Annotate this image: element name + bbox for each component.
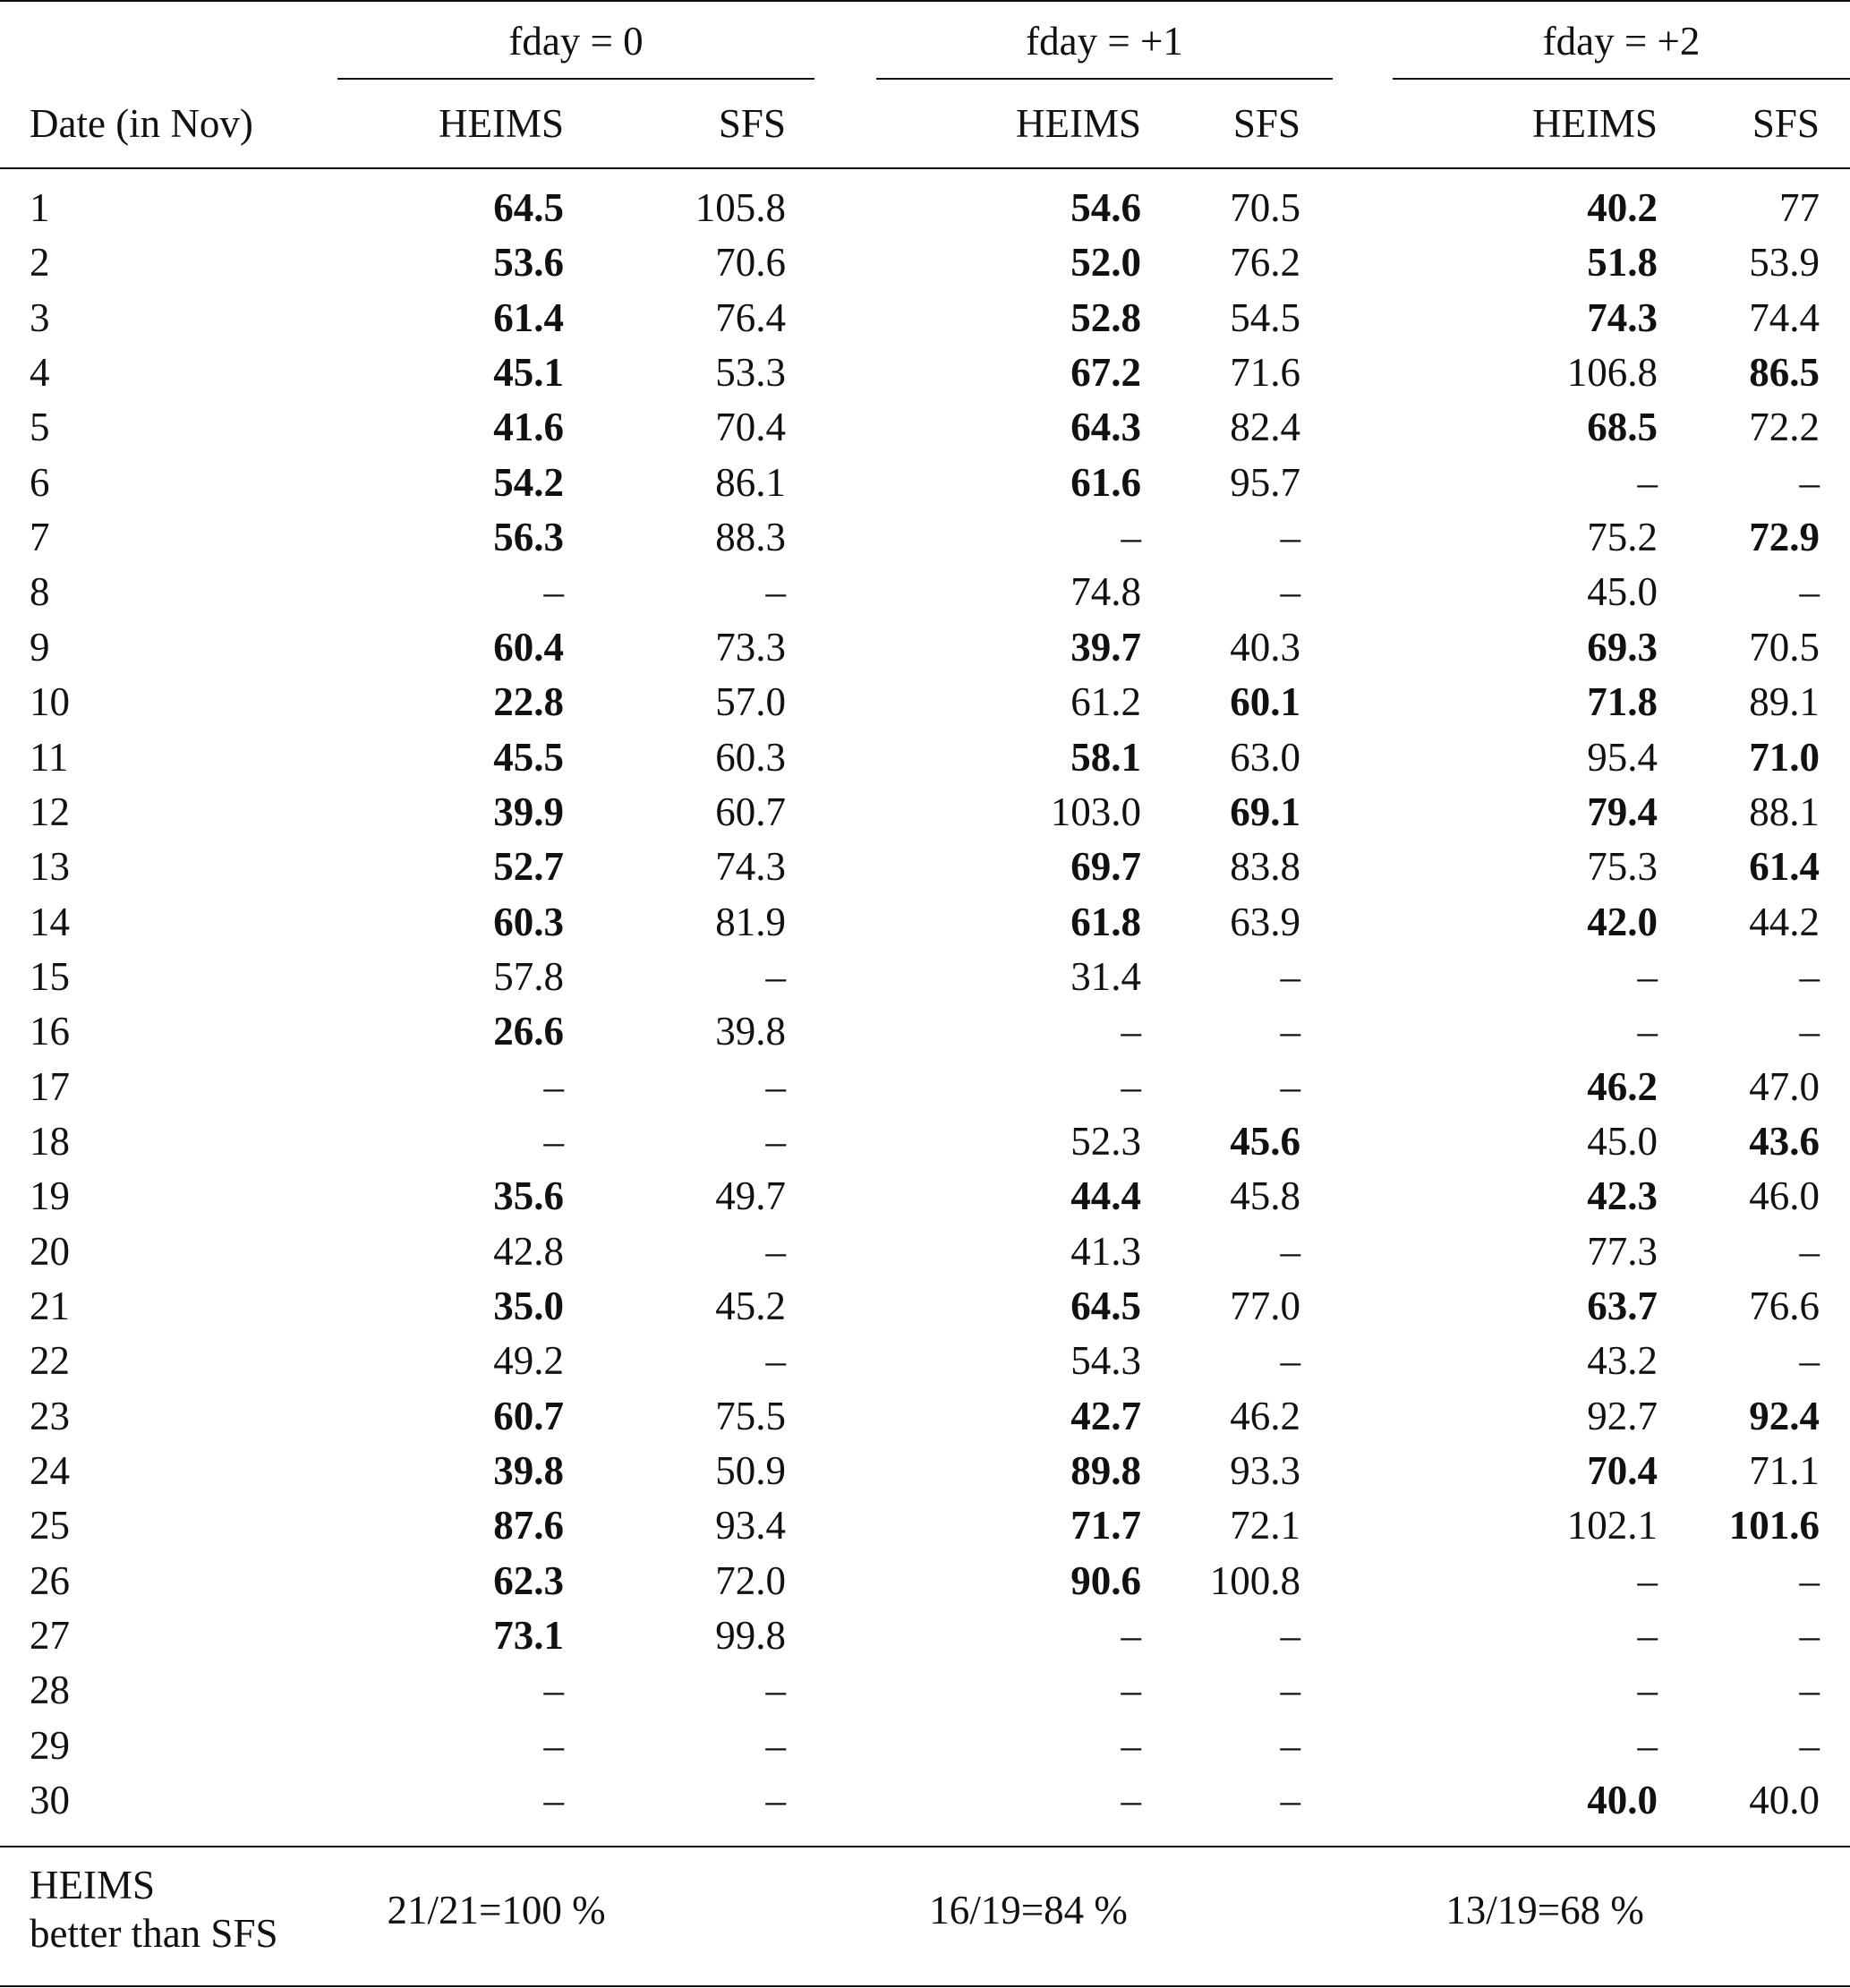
heims-fday-0-cell: 61.4: [493, 295, 564, 340]
heims-fday-plus-2-cell: 42.0: [1587, 900, 1658, 944]
top-rule: [0, 0, 1850, 2]
date-cell: 15: [30, 954, 70, 999]
sfs-fday-0-cell: 76.4: [715, 295, 786, 340]
heims-fday-plus-1-cell: 61.8: [1070, 900, 1141, 944]
sfs-fday-0-cell: 60.3: [715, 735, 786, 780]
heims-fday-0-cell: 53.6: [493, 240, 564, 285]
sfs-fday-plus-1-cell: 71.6: [1230, 350, 1300, 395]
sfs-fday-plus-2-cell: –: [1799, 954, 1820, 999]
date-cell: 27: [30, 1613, 70, 1658]
sfs-fday-0-cell: 81.9: [715, 900, 786, 944]
sfs-fday-plus-2-cell: –: [1799, 1229, 1820, 1274]
column-header-sfs-fday-0: SFS: [718, 101, 786, 146]
heims-fday-0-cell: 57.8: [493, 954, 564, 999]
sfs-fday-plus-1-cell: 93.3: [1230, 1448, 1300, 1493]
date-cell: 23: [30, 1394, 70, 1438]
heims-fday-plus-1-cell: 69.7: [1070, 844, 1141, 889]
date-cell: 20: [30, 1229, 70, 1274]
heims-fday-plus-1-cell: –: [1121, 1613, 1141, 1658]
heims-fday-0-cell: 35.0: [493, 1284, 564, 1328]
sfs-fday-plus-1-cell: 46.2: [1230, 1394, 1300, 1438]
date-cell: 5: [30, 405, 50, 449]
sfs-fday-0-cell: 70.4: [715, 405, 786, 449]
date-cell: 11: [30, 735, 69, 780]
sfs-fday-plus-1-cell: 95.7: [1230, 460, 1300, 505]
heims-fday-plus-1-cell: 41.3: [1070, 1229, 1141, 1274]
heims-fday-plus-1-cell: –: [1121, 1064, 1141, 1109]
heims-fday-plus-2-cell: 102.1: [1566, 1503, 1658, 1548]
heims-fday-plus-2-cell: 51.8: [1587, 240, 1658, 285]
sfs-fday-plus-2-cell: 72.2: [1749, 405, 1820, 449]
sfs-fday-0-cell: –: [765, 569, 786, 614]
column-header-heims-fday-plus-1: HEIMS: [1015, 101, 1141, 146]
heims-fday-0-cell: 62.3: [493, 1558, 564, 1603]
sfs-fday-plus-1-cell: 70.5: [1230, 185, 1300, 230]
footer-value-fday-plus-1: 16/19=84 %: [929, 1888, 1128, 1933]
group-rule-fday-plus-2: [1393, 78, 1850, 80]
date-cell: 29: [30, 1723, 70, 1768]
sfs-fday-0-cell: 75.5: [715, 1394, 786, 1438]
heims-fday-plus-2-cell: 71.8: [1587, 679, 1658, 724]
heims-fday-0-cell: –: [543, 1778, 564, 1822]
heims-fday-plus-2-cell: –: [1637, 460, 1658, 505]
sfs-fday-plus-1-cell: –: [1280, 1613, 1300, 1658]
heims-fday-0-cell: –: [543, 1723, 564, 1768]
group-rule-fday-plus-1: [876, 78, 1333, 80]
date-cell: 1: [30, 185, 50, 230]
sfs-fday-plus-1-cell: 83.8: [1230, 844, 1300, 889]
heims-fday-plus-1-cell: 44.4: [1070, 1173, 1141, 1218]
sfs-fday-plus-2-cell: 72.9: [1749, 515, 1820, 559]
date-cell: 19: [30, 1173, 70, 1218]
sfs-fday-0-cell: 88.3: [715, 515, 786, 559]
footer-label-line2: better than SFS: [30, 1911, 278, 1956]
heims-fday-0-cell: 26.6: [493, 1009, 564, 1054]
sfs-fday-plus-2-cell: 76.6: [1749, 1284, 1820, 1328]
date-cell: 21: [30, 1284, 70, 1328]
column-header-sfs-fday-plus-2: SFS: [1752, 101, 1820, 146]
heims-fday-0-cell: 60.7: [493, 1394, 564, 1438]
heims-fday-plus-2-cell: 63.7: [1587, 1284, 1658, 1328]
sfs-fday-plus-1-cell: 82.4: [1230, 405, 1300, 449]
heims-fday-plus-2-cell: 95.4: [1587, 735, 1658, 780]
sfs-fday-0-cell: 57.0: [715, 679, 786, 724]
sfs-fday-plus-2-cell: 71.1: [1749, 1448, 1820, 1493]
heims-fday-plus-2-cell: 69.3: [1587, 625, 1658, 670]
sfs-fday-plus-2-cell: –: [1799, 1723, 1820, 1768]
heims-fday-plus-1-cell: 71.7: [1070, 1503, 1141, 1548]
sfs-fday-plus-1-cell: 54.5: [1230, 295, 1300, 340]
date-cell: 14: [30, 900, 70, 944]
heims-fday-plus-2-cell: –: [1637, 954, 1658, 999]
sfs-fday-plus-2-cell: 88.1: [1749, 789, 1820, 834]
sfs-fday-plus-1-cell: 40.3: [1230, 625, 1300, 670]
heims-fday-0-cell: 60.3: [493, 900, 564, 944]
sfs-fday-0-cell: 72.0: [715, 1558, 786, 1603]
sfs-fday-plus-2-cell: 89.1: [1749, 679, 1820, 724]
sfs-fday-plus-1-cell: 45.8: [1230, 1173, 1300, 1218]
bottom-rule: [0, 1985, 1850, 1987]
heims-fday-plus-1-cell: 52.3: [1070, 1119, 1141, 1164]
body-bottom-rule: [0, 1846, 1850, 1847]
heims-fday-plus-1-cell: 52.8: [1070, 295, 1141, 340]
sfs-fday-plus-1-cell: –: [1280, 1009, 1300, 1054]
sfs-fday-plus-2-cell: –: [1799, 1009, 1820, 1054]
heims-fday-0-cell: 45.5: [493, 735, 564, 780]
heims-fday-plus-1-cell: 54.6: [1070, 185, 1141, 230]
heims-fday-plus-1-cell: 67.2: [1070, 350, 1141, 395]
sfs-fday-plus-1-cell: 77.0: [1230, 1284, 1300, 1328]
sfs-fday-plus-2-cell: 74.4: [1749, 295, 1820, 340]
sfs-fday-0-cell: –: [765, 1338, 786, 1383]
sfs-fday-0-cell: 39.8: [715, 1009, 786, 1054]
sfs-fday-plus-2-cell: 44.2: [1749, 900, 1820, 944]
sfs-fday-0-cell: –: [765, 954, 786, 999]
heims-fday-0-cell: 22.8: [493, 679, 564, 724]
date-cell: 4: [30, 350, 50, 395]
heims-fday-plus-2-cell: 106.8: [1566, 350, 1658, 395]
heims-fday-plus-2-cell: 75.2: [1587, 515, 1658, 559]
sfs-fday-0-cell: –: [765, 1723, 786, 1768]
heims-fday-plus-1-cell: 74.8: [1070, 569, 1141, 614]
group-header-fday-plus-2: fday = +2: [1542, 19, 1701, 64]
sfs-fday-plus-2-cell: 47.0: [1749, 1064, 1820, 1109]
heims-fday-plus-2-cell: 68.5: [1587, 405, 1658, 449]
sfs-fday-plus-1-cell: 100.8: [1209, 1558, 1300, 1603]
sfs-fday-plus-1-cell: –: [1280, 1668, 1300, 1712]
heims-fday-0-cell: 64.5: [493, 185, 564, 230]
date-cell: 28: [30, 1668, 70, 1712]
sfs-fday-plus-2-cell: 43.6: [1749, 1119, 1820, 1164]
heims-fday-0-cell: –: [543, 1064, 564, 1109]
sfs-fday-plus-1-cell: –: [1280, 1064, 1300, 1109]
sfs-fday-plus-2-cell: 101.6: [1728, 1503, 1820, 1548]
date-cell: 17: [30, 1064, 70, 1109]
date-cell: 18: [30, 1119, 70, 1164]
sfs-fday-plus-2-cell: 86.5: [1749, 350, 1820, 395]
heims-fday-plus-2-cell: 40.2: [1587, 185, 1658, 230]
sfs-fday-0-cell: 50.9: [715, 1448, 786, 1493]
sfs-fday-plus-1-cell: –: [1280, 954, 1300, 999]
sfs-fday-0-cell: 49.7: [715, 1173, 786, 1218]
date-cell: 22: [30, 1338, 70, 1383]
sfs-fday-0-cell: 99.8: [715, 1613, 786, 1658]
heims-fday-plus-1-cell: –: [1121, 1668, 1141, 1712]
sfs-fday-plus-1-cell: –: [1280, 569, 1300, 614]
sfs-fday-0-cell: –: [765, 1229, 786, 1274]
date-cell: 26: [30, 1558, 70, 1603]
date-cell: 30: [30, 1778, 70, 1822]
heims-fday-plus-1-cell: –: [1121, 1723, 1141, 1768]
date-cell: 2: [30, 240, 50, 285]
heims-fday-0-cell: 41.6: [493, 405, 564, 449]
sfs-fday-plus-1-cell: –: [1280, 1778, 1300, 1822]
group-header-fday-plus-1: fday = +1: [1026, 19, 1183, 64]
heims-fday-plus-1-cell: 52.0: [1070, 240, 1141, 285]
sfs-fday-0-cell: –: [765, 1778, 786, 1822]
sfs-fday-plus-2-cell: –: [1799, 569, 1820, 614]
sfs-fday-plus-2-cell: 70.5: [1749, 625, 1820, 670]
heims-fday-0-cell: 45.1: [493, 350, 564, 395]
heims-fday-plus-1-cell: –: [1121, 1009, 1141, 1054]
heims-fday-0-cell: 39.8: [493, 1448, 564, 1493]
sfs-fday-plus-1-cell: –: [1280, 515, 1300, 559]
heims-fday-plus-1-cell: 61.2: [1070, 679, 1141, 724]
heims-fday-plus-1-cell: –: [1121, 515, 1141, 559]
sfs-fday-plus-1-cell: 60.1: [1230, 679, 1300, 724]
header-rule: [0, 167, 1850, 169]
heims-fday-plus-1-cell: 64.5: [1070, 1284, 1141, 1328]
heims-fday-plus-2-cell: 46.2: [1587, 1064, 1658, 1109]
sfs-fday-0-cell: 60.7: [715, 789, 786, 834]
sfs-fday-0-cell: 93.4: [715, 1503, 786, 1548]
sfs-fday-0-cell: 73.3: [715, 625, 786, 670]
date-cell: 9: [30, 625, 50, 670]
sfs-fday-plus-2-cell: –: [1799, 460, 1820, 505]
date-cell: 8: [30, 569, 50, 614]
heims-fday-plus-1-cell: 61.6: [1070, 460, 1141, 505]
sfs-fday-plus-1-cell: 76.2: [1230, 240, 1300, 285]
sfs-fday-plus-1-cell: –: [1280, 1338, 1300, 1383]
date-cell: 25: [30, 1503, 70, 1548]
heims-fday-0-cell: 35.6: [493, 1173, 564, 1218]
date-cell: 24: [30, 1448, 70, 1493]
sfs-fday-plus-1-cell: 69.1: [1230, 789, 1300, 834]
sfs-fday-plus-2-cell: –: [1799, 1613, 1820, 1658]
sfs-fday-0-cell: 53.3: [715, 350, 786, 395]
sfs-fday-plus-1-cell: 63.9: [1230, 900, 1300, 944]
heims-fday-0-cell: –: [543, 569, 564, 614]
heims-fday-0-cell: 56.3: [493, 515, 564, 559]
heims-fday-plus-2-cell: –: [1637, 1558, 1658, 1603]
group-header-fday-0: fday = 0: [508, 19, 644, 64]
column-header-sfs-fday-plus-1: SFS: [1232, 101, 1300, 146]
heims-fday-0-cell: 73.1: [493, 1613, 564, 1658]
date-cell: 12: [30, 789, 70, 834]
sfs-fday-0-cell: –: [765, 1668, 786, 1712]
group-rule-fday-0: [337, 78, 814, 80]
heims-fday-plus-1-cell: 89.8: [1070, 1448, 1141, 1493]
heims-fday-plus-1-cell: 58.1: [1070, 735, 1141, 780]
sfs-fday-plus-1-cell: –: [1280, 1229, 1300, 1274]
sfs-fday-plus-2-cell: 40.0: [1749, 1778, 1820, 1822]
sfs-fday-plus-2-cell: 61.4: [1749, 844, 1820, 889]
heims-fday-plus-1-cell: 90.6: [1070, 1558, 1141, 1603]
heims-fday-plus-2-cell: –: [1637, 1668, 1658, 1712]
heims-fday-plus-1-cell: 31.4: [1070, 954, 1141, 999]
heims-fday-plus-2-cell: 42.3: [1587, 1173, 1658, 1218]
date-column-header: Date (in Nov): [30, 101, 253, 146]
date-cell: 6: [30, 460, 50, 505]
footer-value-fday-0: 21/21=100 %: [387, 1888, 606, 1933]
heims-fday-0-cell: 52.7: [493, 844, 564, 889]
sfs-fday-plus-2-cell: –: [1799, 1668, 1820, 1712]
sfs-fday-plus-1-cell: –: [1280, 1723, 1300, 1768]
sfs-fday-0-cell: 105.8: [695, 185, 786, 230]
sfs-fday-0-cell: –: [765, 1119, 786, 1164]
heims-fday-plus-2-cell: –: [1637, 1723, 1658, 1768]
heims-fday-plus-2-cell: 74.3: [1587, 295, 1658, 340]
heims-fday-plus-2-cell: 45.0: [1587, 569, 1658, 614]
footer-label-line1: HEIMS: [30, 1863, 156, 1907]
date-cell: 7: [30, 515, 50, 559]
column-header-heims-fday-plus-2: HEIMS: [1531, 101, 1658, 146]
heims-fday-plus-1-cell: –: [1121, 1778, 1141, 1822]
sfs-fday-plus-2-cell: 92.4: [1749, 1394, 1820, 1438]
sfs-fday-plus-2-cell: 77: [1779, 185, 1820, 230]
heims-fday-0-cell: –: [543, 1668, 564, 1712]
heims-fday-plus-2-cell: 70.4: [1587, 1448, 1658, 1493]
footer-value-fday-plus-2: 13/19=68 %: [1445, 1888, 1644, 1933]
heims-fday-plus-2-cell: –: [1637, 1613, 1658, 1658]
heims-fday-0-cell: –: [543, 1119, 564, 1164]
heims-fday-plus-2-cell: 77.3: [1587, 1229, 1658, 1274]
heims-fday-plus-2-cell: 79.4: [1587, 789, 1658, 834]
sfs-fday-0-cell: –: [765, 1064, 786, 1109]
heims-fday-plus-1-cell: 42.7: [1070, 1394, 1141, 1438]
heims-fday-plus-2-cell: 45.0: [1587, 1119, 1658, 1164]
heims-fday-0-cell: 87.6: [493, 1503, 564, 1548]
sfs-fday-plus-2-cell: 71.0: [1749, 735, 1820, 780]
sfs-fday-plus-2-cell: –: [1799, 1558, 1820, 1603]
sfs-fday-plus-2-cell: 46.0: [1749, 1173, 1820, 1218]
sfs-fday-0-cell: 74.3: [715, 844, 786, 889]
heims-fday-0-cell: 39.9: [493, 789, 564, 834]
date-cell: 16: [30, 1009, 70, 1054]
date-cell: 10: [30, 679, 70, 724]
heims-fday-0-cell: 54.2: [493, 460, 564, 505]
sfs-fday-plus-1-cell: 45.6: [1230, 1119, 1300, 1164]
heims-fday-plus-2-cell: –: [1637, 1009, 1658, 1054]
sfs-fday-0-cell: 70.6: [715, 240, 786, 285]
heims-fday-plus-2-cell: 43.2: [1587, 1338, 1658, 1383]
sfs-fday-plus-1-cell: 72.1: [1230, 1503, 1300, 1548]
column-header-heims-fday-0: HEIMS: [438, 101, 564, 146]
date-cell: 3: [30, 295, 50, 340]
sfs-fday-plus-2-cell: –: [1799, 1338, 1820, 1383]
heims-fday-plus-1-cell: 39.7: [1070, 625, 1141, 670]
heims-fday-plus-1-cell: 54.3: [1070, 1338, 1141, 1383]
date-cell: 13: [30, 844, 70, 889]
sfs-fday-plus-1-cell: 63.0: [1230, 735, 1300, 780]
heims-fday-0-cell: 49.2: [493, 1338, 564, 1383]
heims-fday-0-cell: 42.8: [493, 1229, 564, 1274]
sfs-fday-0-cell: 86.1: [715, 460, 786, 505]
heims-fday-plus-2-cell: 40.0: [1587, 1778, 1658, 1822]
sfs-fday-0-cell: 45.2: [715, 1284, 786, 1328]
heims-fday-0-cell: 60.4: [493, 625, 564, 670]
sfs-fday-plus-2-cell: 53.9: [1749, 240, 1820, 285]
heims-fday-plus-1-cell: 103.0: [1050, 789, 1141, 834]
heims-fday-plus-2-cell: 92.7: [1587, 1394, 1658, 1438]
heims-fday-plus-2-cell: 75.3: [1587, 844, 1658, 889]
heims-fday-plus-1-cell: 64.3: [1070, 405, 1141, 449]
